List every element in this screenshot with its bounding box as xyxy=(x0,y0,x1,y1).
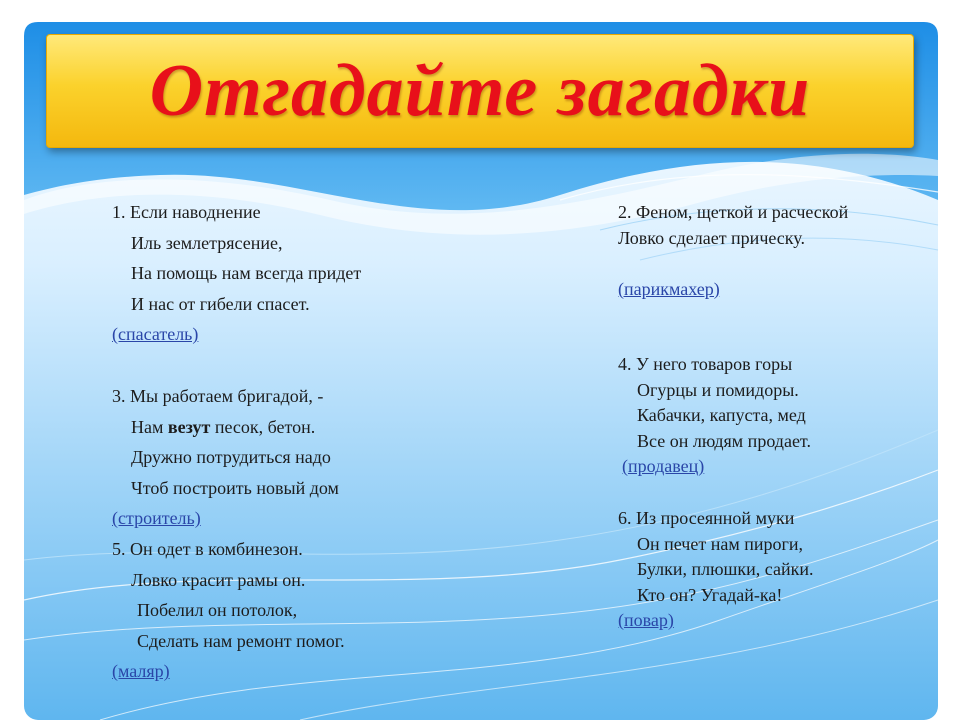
riddle-line: Кабачки, капуста, мед xyxy=(637,405,806,425)
riddle-line: Огурцы и помидоры. xyxy=(637,379,799,400)
riddle-line: Ловко сделает прическу. xyxy=(618,227,805,248)
riddle-4 xyxy=(618,352,811,480)
riddle-line: Он печет нам пироги, xyxy=(637,533,804,554)
riddle-line: Побелил он потолок, xyxy=(137,600,298,621)
riddle-word: песок, бетон. xyxy=(214,416,316,437)
riddle-answer: (продавец) xyxy=(622,456,705,476)
riddle-answer: (маляр) xyxy=(112,661,170,682)
riddle-line: 2. Феном, щеткой и расческой xyxy=(618,202,849,222)
riddle-line: 4. У него товаров горы xyxy=(618,354,793,374)
riddle-3 xyxy=(112,381,339,534)
riddle-line: Чтоб построить новый дом xyxy=(131,477,339,498)
riddle-answer: (парикмахер) xyxy=(618,278,720,299)
riddle-answer: (повар) xyxy=(618,610,674,630)
riddle-line: Булки, плюшки, сайки. xyxy=(637,559,814,579)
riddle-2 xyxy=(618,200,848,302)
riddle-line: 1. Если наводнение xyxy=(112,202,261,222)
riddle-line: 3. Мы работаем бригадой, - xyxy=(112,386,324,406)
riddle-line: Дружно потрудиться надо xyxy=(131,447,331,468)
riddle-word-bold: везут xyxy=(167,416,211,437)
riddle-1 xyxy=(112,197,361,350)
page-title: Отгадайте загадки xyxy=(149,50,811,132)
riddle-line: И нас от гибели спасет. xyxy=(131,293,310,314)
riddle-line xyxy=(112,412,339,443)
riddle-line: 6. Из просеянной муки xyxy=(618,508,795,528)
riddle-line: Сделать нам ремонт помог. xyxy=(137,630,345,651)
riddle-answer: (спасатель) xyxy=(112,324,199,345)
riddle-6 xyxy=(618,506,813,634)
riddle-line: Кто он? Угадай-ка! xyxy=(637,584,783,605)
riddle-5 xyxy=(112,534,345,687)
riddle-line: Все он людям продает. xyxy=(637,430,811,451)
riddle-line: Иль землетрясение, xyxy=(131,232,283,253)
riddle-line: На помощь нам всегда придет xyxy=(131,263,362,284)
riddle-line: Ловко красит рамы он. xyxy=(131,569,306,590)
riddle-spacer xyxy=(618,251,848,277)
riddle-line: 5. Он одет в комбинезон. xyxy=(112,539,303,559)
title-banner xyxy=(46,34,914,148)
riddle-answer: (строитель) xyxy=(112,508,201,529)
riddle-word: Нам xyxy=(131,416,164,437)
